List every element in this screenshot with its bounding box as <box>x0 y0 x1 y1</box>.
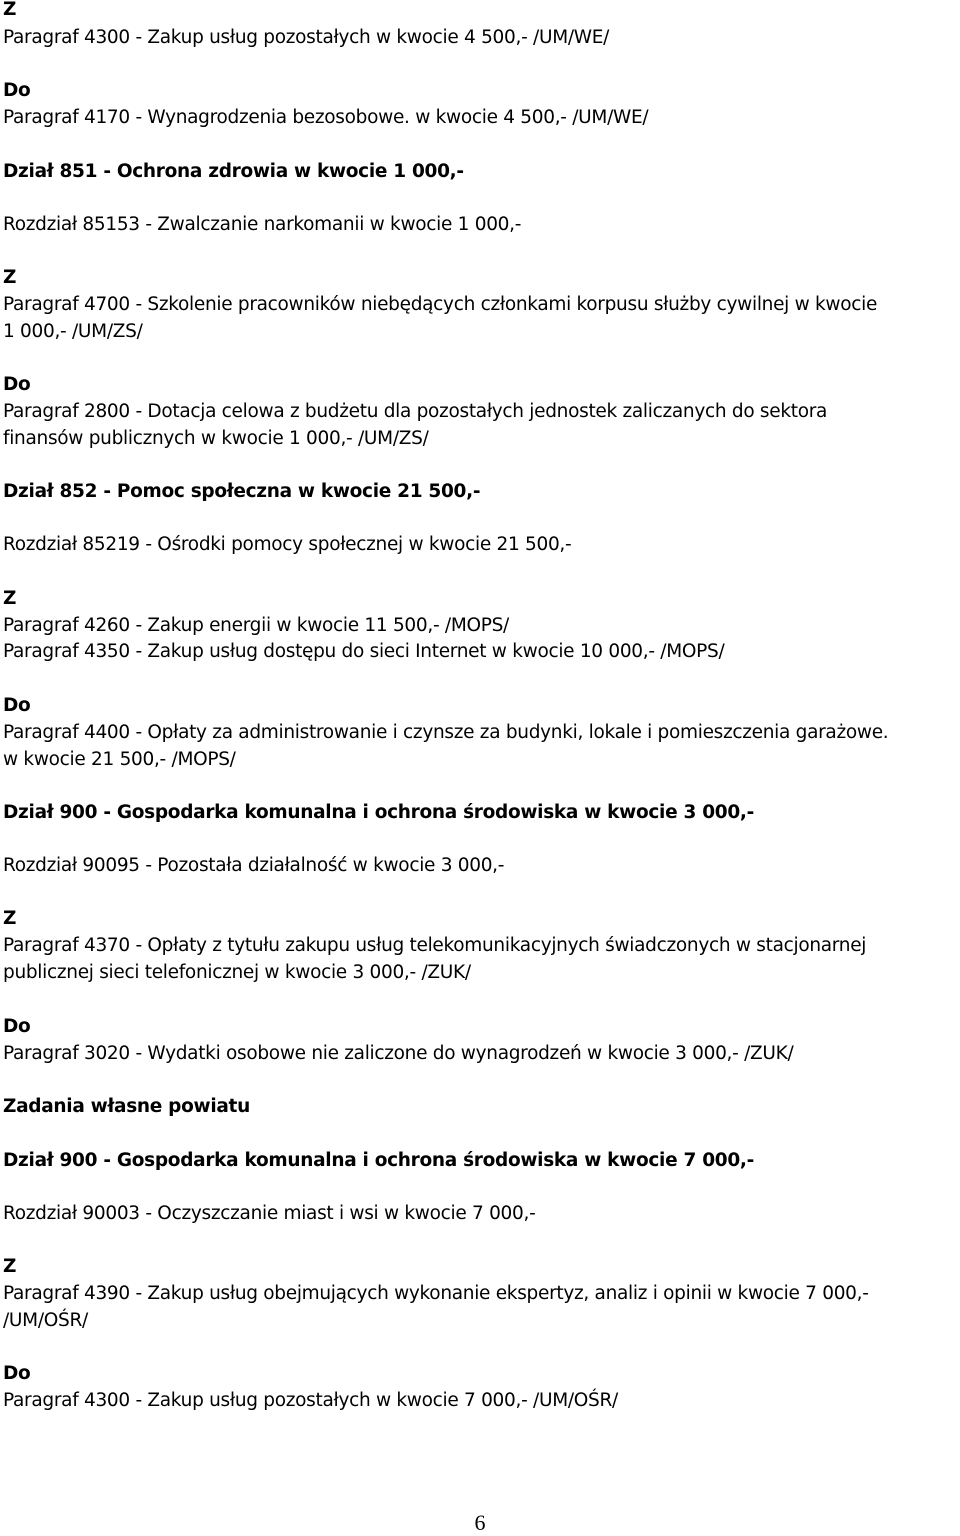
chapter-line: Rozdział 85219 - Ośrodki pomocy społecznej w kwocie 21 500,- <box>3 534 572 555</box>
label-do: Do <box>3 1016 31 1037</box>
label-do: Do <box>3 695 31 716</box>
section-heading: Dział 851 - Ochrona zdrowia w kwocie 1 000,- <box>3 161 464 182</box>
paragraph-line: Paragraf 2800 - Dotacja celowa z budżetu dla pozostałych jednostek zaliczanych do sektora <box>3 401 828 422</box>
paragraph-line: publicznej sieci telefonicznej w kwocie 3 000,- /ZUK/ <box>3 962 471 983</box>
paragraph-line: 1 000,- /UM/ZS/ <box>3 321 143 342</box>
section-heading: Dział 900 - Gospodarka komunalna i ochrona środowiska w kwocie 3 000,- <box>3 802 755 823</box>
label-do: Do <box>3 80 31 101</box>
paragraph-line: Paragraf 4300 - Zakup usług pozostałych w kwocie 7 000,- /UM/OŚR/ <box>3 1390 618 1411</box>
label-z: Z <box>3 588 17 609</box>
section-heading: Dział 852 - Pomoc społeczna w kwocie 21 500,- <box>3 481 481 502</box>
paragraph-line: Paragraf 4400 - Opłaty za administrowanie i czynsze za budynki, lokale i pomieszczenia garażowe. <box>3 722 889 743</box>
paragraph-line: Paragraf 4170 - Wynagrodzenia bezosobowe. w kwocie 4 500,- /UM/WE/ <box>3 107 649 128</box>
chapter-line: Rozdział 90095 - Pozostała działalność w kwocie 3 000,- <box>3 855 505 876</box>
section-title: Zadania własne powiatu <box>3 1096 250 1117</box>
page-number: 6 <box>474 1510 486 1535</box>
label-do: Do <box>3 374 31 395</box>
label-z: Z <box>3 908 17 929</box>
paragraph-line: Paragraf 4370 - Opłaty z tytułu zakupu usług telekomunikacyjnych świadczonych w stacjonarnej <box>3 935 867 956</box>
paragraph-line: Paragraf 4300 - Zakup usług pozostałych w kwocie 4 500,- /UM/WE/ <box>3 27 610 48</box>
label-z: Z <box>3 0 17 20</box>
chapter-line: Rozdział 85153 - Zwalczanie narkomanii w kwocie 1 000,- <box>3 214 522 235</box>
paragraph-line: Paragraf 4700 - Szkolenie pracowników niebędących członkami korpusu służby cywilnej w kwocie <box>3 294 878 315</box>
label-z: Z <box>3 1256 17 1277</box>
section-heading: Dział 900 - Gospodarka komunalna i ochrona środowiska w kwocie 7 000,- <box>3 1150 755 1171</box>
label-do: Do <box>3 1363 31 1384</box>
label-z: Z <box>3 267 17 288</box>
paragraph-line: Paragraf 4260 - Zakup energii w kwocie 11 500,- /MOPS/ <box>3 615 509 636</box>
paragraph-line: finansów publicznych w kwocie 1 000,- /UM/ZS/ <box>3 428 429 449</box>
chapter-line: Rozdział 90003 - Oczyszczanie miast i wsi w kwocie 7 000,- <box>3 1203 536 1224</box>
paragraph-line: /UM/OŚR/ <box>3 1310 88 1331</box>
paragraph-line: Paragraf 3020 - Wydatki osobowe nie zaliczone do wynagrodzeń w kwocie 3 000,- /ZUK/ <box>3 1043 794 1064</box>
paragraph-line: w kwocie 21 500,- /MOPS/ <box>3 749 236 770</box>
paragraph-line: Paragraf 4350 - Zakup usług dostępu do sieci Internet w kwocie 10 000,- /MOPS/ <box>3 641 725 662</box>
paragraph-line: Paragraf 4390 - Zakup usług obejmujących wykonanie ekspertyz, analiz i opinii w kwocie 7 000,- <box>3 1283 869 1304</box>
